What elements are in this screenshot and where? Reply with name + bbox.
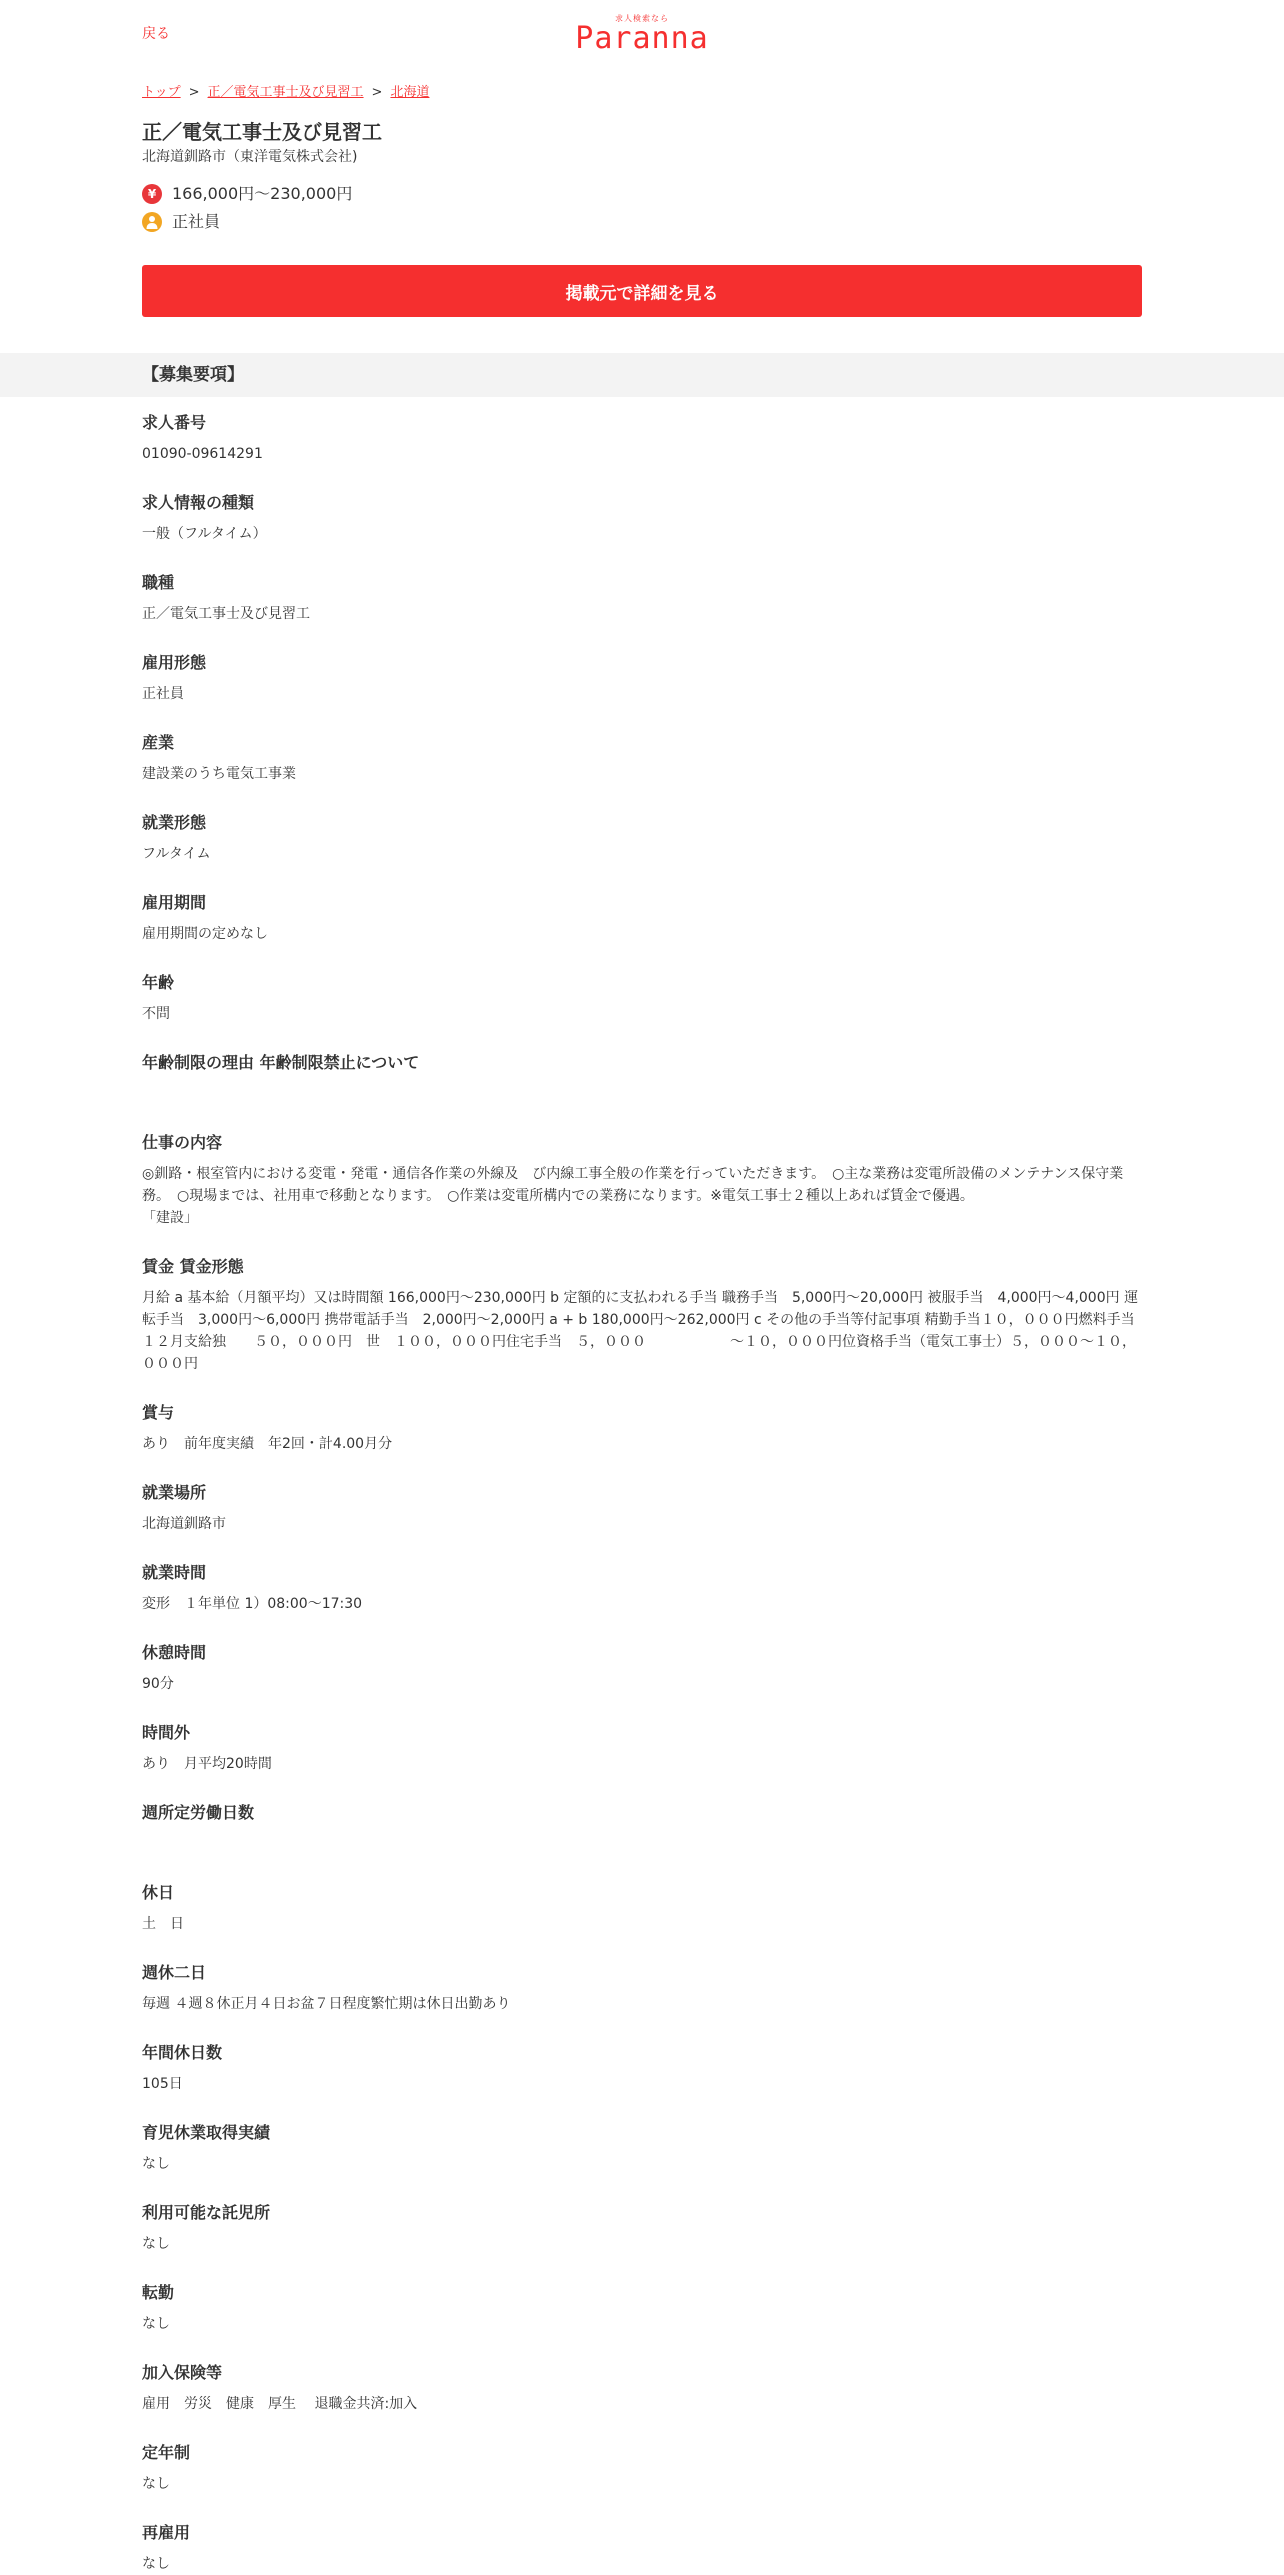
- detail-item: [142, 1401, 1142, 1455]
- detail-value: 01090-09614291: [142, 446, 263, 462]
- detail-label: 加入保険等: [142, 2363, 223, 2382]
- detail-item: [142, 411, 1142, 465]
- detail-value: 建設業のうち電気工事業: [142, 766, 296, 782]
- detail-value: なし: [142, 2156, 170, 2172]
- detail-item: [142, 491, 1142, 545]
- detail-item: [142, 2521, 1142, 2575]
- detail-label: 雇用期間: [142, 893, 207, 912]
- page-title: 正／電気工事士及び見習工: [142, 120, 382, 144]
- detail-label: 定年制: [142, 2443, 191, 2462]
- detail-label: 年齢: [142, 973, 175, 992]
- detail-label: 育児休業取得実績: [142, 2123, 271, 2142]
- detail-value: 雇用 労災 健康 厚生 退職金共済:加入: [142, 2396, 418, 2412]
- detail-label: 職種: [142, 573, 175, 592]
- breadcrumb-item-top[interactable]: トップ: [142, 85, 181, 100]
- detail-item: [142, 571, 1142, 625]
- detail-label: 年間休日数: [142, 2043, 223, 2062]
- employment-row: [142, 211, 1142, 233]
- detail-value: フルタイム: [142, 846, 211, 862]
- detail-value: ◎釧路・根室管内における変電・発電・通信各作業の外線及 び内線工事全般の作業を行っていただきます。 ○主な業務は変電所設備のメンテナンス保守業務。 ○現場までは、社用車で移動となります。 ○作業は変電所構内での業務になります。※電気工事士２種以上あれば賃金で優遇。 「建設」: [142, 1166, 1124, 1226]
- detail-value: あり 前年度実績 年2回・計4.00月分: [142, 1436, 393, 1452]
- detail-item: [142, 1721, 1142, 1775]
- detail-value: 月給 a 基本給（月額平均）又は時間額 166,000円～230,000円 b 定額的に支払われる手当 職務手当 5,000円～20,000円 被服手当 4,000円～4,000円 運転手当 3,000円～6,000円 携帯電話手当 2,000円～2,000円 a + b 180,000円～262,000円 c その他の手当等付記事項 精勤手当１０，０００円燃料手当１２月支給独 ５０，０００円 世 １００，０００円住宅手当 ５，０００ ～１０，０００円位資格手当（電気工事士）５，０００～１０，０００円: [142, 1290, 1139, 1372]
- detail-item: [142, 1481, 1142, 1535]
- detail-item: [142, 2121, 1142, 2175]
- detail-label: 休日: [142, 1883, 175, 1902]
- detail-value: 正社員: [142, 686, 184, 702]
- detail-item: [142, 971, 1142, 1025]
- detail-label: 就業時間: [142, 1563, 207, 1582]
- detail-label: 再雇用: [142, 2523, 191, 2542]
- detail-item: [142, 811, 1142, 865]
- detail-value: 北海道釧路市: [142, 1516, 226, 1532]
- detail-label: 利用可能な託児所: [142, 2203, 271, 2222]
- breadcrumb-item-region[interactable]: 北海道: [390, 85, 430, 100]
- detail-label: 週休二日: [142, 1963, 207, 1982]
- page-header: [0, 0, 1284, 66]
- section-header: [0, 353, 1284, 397]
- detail-item: [142, 2201, 1142, 2255]
- detail-item: [142, 2361, 1142, 2415]
- detail-value: なし: [142, 2556, 170, 2572]
- back-link[interactable]: 戻る: [142, 26, 170, 42]
- site-logo[interactable]: [575, 14, 708, 54]
- detail-item: [142, 1961, 1142, 2015]
- detail-item: [142, 891, 1142, 945]
- breadcrumb-item-job[interactable]: 正／電気工事士及び見習工: [207, 85, 364, 100]
- detail-label: 賞与: [142, 1403, 175, 1422]
- detail-value: なし: [142, 2316, 170, 2332]
- details-list: [142, 397, 1142, 2575]
- detail-label: 転勤: [142, 2283, 175, 2302]
- logo-text: Paranna: [575, 21, 709, 56]
- logo-tagline: 求人検索なら: [615, 14, 669, 23]
- detail-item: [142, 1801, 1142, 1855]
- detail-item: [142, 651, 1142, 705]
- breadcrumb-separator: >: [371, 85, 383, 100]
- detail-item: [142, 1881, 1142, 1935]
- detail-value: 90分: [142, 1676, 174, 1692]
- detail-label: 賃金 賃金形態: [142, 1257, 244, 1276]
- detail-item: [142, 1051, 1142, 1105]
- detail-value: 変形 １年単位 1）08:00～17:30: [142, 1596, 363, 1612]
- detail-label: 週所定労働日数: [142, 1803, 255, 1822]
- detail-value: 毎週 ４週８休正月４日お盆７日程度繁忙期は休日出勤あり: [142, 1996, 511, 2012]
- detail-label: 休憩時間: [142, 1643, 207, 1662]
- detail-value: なし: [142, 2236, 170, 2252]
- detail-value: 雇用期間の定めなし: [142, 926, 268, 942]
- breadcrumb-separator: >: [188, 85, 200, 100]
- detail-value: 不問: [142, 1006, 170, 1022]
- detail-label: 時間外: [142, 1723, 191, 1742]
- detail-value: 土 日: [142, 1916, 184, 1932]
- detail-item: [142, 2441, 1142, 2495]
- job-detail: [0, 84, 1284, 2575]
- salary-text: 166,000円～230,000円: [172, 184, 353, 203]
- detail-label: 仕事の内容: [142, 1133, 223, 1152]
- detail-value: [142, 1833, 1142, 1855]
- detail-value: あり 月平均20時間: [142, 1756, 272, 1772]
- employment-type-text: 正社員: [172, 212, 221, 231]
- section-title: 【募集要項】: [142, 365, 244, 385]
- detail-value: 一般（フルタイム）: [142, 526, 267, 542]
- detail-item: [142, 1561, 1142, 1615]
- detail-value: 105日: [142, 2076, 183, 2092]
- detail-label: 求人情報の種類: [142, 493, 255, 512]
- detail-item: [142, 1131, 1142, 1229]
- detail-value: [142, 1083, 1142, 1105]
- detail-item: [142, 1641, 1142, 1695]
- detail-item: [142, 731, 1142, 785]
- detail-label: 産業: [142, 733, 175, 752]
- detail-label: 求人番号: [142, 413, 207, 432]
- detail-value: なし: [142, 2476, 170, 2492]
- detail-item: [142, 2281, 1142, 2335]
- detail-label: 就業場所: [142, 1483, 207, 1502]
- detail-label: 雇用形態: [142, 653, 207, 672]
- breadcrumb: [142, 84, 1142, 102]
- detail-value: 正／電気工事士及び見習工: [142, 606, 310, 622]
- detail-item: [142, 2041, 1142, 2095]
- view-original-button[interactable]: 掲載元で詳細を見る: [142, 265, 1142, 317]
- person-icon: [142, 212, 162, 232]
- detail-item: [142, 1255, 1142, 1375]
- yen-icon: ¥: [142, 184, 162, 204]
- company-location: 北海道釧路市（東洋電気株式会社): [142, 149, 358, 165]
- salary-row: [142, 183, 1142, 205]
- detail-label: 年齢制限の理由 年齢制限禁止について: [142, 1053, 420, 1072]
- detail-label: 就業形態: [142, 813, 207, 832]
